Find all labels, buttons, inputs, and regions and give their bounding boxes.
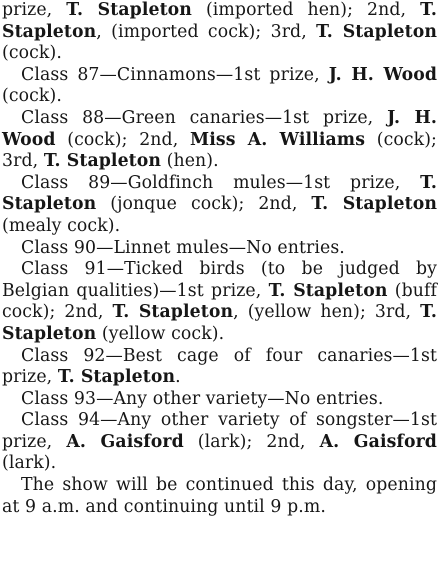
article-text: (imported hen); 2nd, — [191, 0, 421, 20]
entrant-name: A. Gaisford — [66, 431, 184, 452]
article-text: (cock). — [2, 86, 62, 107]
entrant-name: T. Stapleton — [66, 0, 192, 20]
article-paragraph — [2, 238, 437, 260]
article-text: Class 93—Any other variety—No entries. — [21, 388, 384, 409]
article-text: (hen). — [161, 151, 219, 172]
article-text: (jonque cock); 2nd, — [96, 194, 312, 215]
article-paragraph — [2, 475, 437, 518]
article-paragraph — [2, 173, 437, 238]
article-text: (cock); 3rd, — [2, 129, 437, 172]
article-text: prize, — [2, 0, 67, 20]
article-text: Class 89—Goldfinch mules—1st prize, — [21, 172, 421, 193]
article-paragraph — [2, 259, 437, 345]
article-text: The show will be continued this day, opening at 9 a.m. and continuing until 9 p.m. — [2, 475, 437, 517]
article-text: Class 90—Linnet mules—No entries. — [21, 237, 345, 258]
article-paragraph — [2, 410, 437, 475]
entrant-name: Miss A. Williams — [190, 129, 366, 150]
entrant-name: T. Stapleton — [2, 0, 437, 42]
article-text: (mealy cock). — [2, 215, 121, 236]
entrant-name: T. Stapleton — [2, 172, 437, 215]
article-paragraph — [2, 346, 437, 389]
entrant-name: T. Stapleton — [311, 194, 437, 215]
article-paragraph — [2, 108, 437, 173]
article-text: Class 87—Cinnamons—1st prize, — [21, 64, 329, 85]
article-text: Class 91—Ticked birds (to be judged by Belgian qualities)—1st prize, — [2, 259, 437, 301]
article-text: Class 94—Any other variety of songster—1st prize, — [2, 410, 437, 452]
article-text: Class 88—Green canaries—1st prize, — [21, 107, 388, 128]
article-text: . — [175, 367, 181, 388]
entrant-name: A. Gaisford — [319, 431, 437, 452]
entrant-name: T. Stapleton — [57, 367, 176, 388]
article-text: Class 92—Best cage of four canaries—1st prize, — [2, 345, 437, 388]
article-paragraph — [2, 65, 437, 108]
entrant-name: T. Stapleton — [43, 151, 162, 172]
entrant-name: T. Stapleton — [2, 302, 437, 344]
article-body — [2, 0, 437, 518]
entrant-name: T. Stapleton — [268, 280, 388, 301]
article-text: (buff cock); 2nd, — [2, 280, 438, 323]
entrant-name: J. H. Wood — [328, 64, 437, 85]
article-text: , (imported cock); 3rd, — [96, 21, 317, 42]
article-text: (yellow cock). — [96, 323, 225, 344]
article-paragraph — [2, 389, 437, 411]
article-text: (cock). — [2, 43, 62, 64]
article-text: (cock); 2nd, — [55, 129, 190, 150]
entrant-name: J. H. Wood — [2, 107, 437, 150]
entrant-name: T. Stapleton — [316, 21, 437, 42]
article-text: (lark). — [2, 453, 57, 474]
entrant-name: T. Stapleton — [112, 302, 234, 323]
article-paragraph — [2, 0, 437, 65]
article-text: (lark); 2nd, — [183, 431, 320, 452]
article-text: , (yellow hen); 3rd, — [233, 302, 421, 323]
